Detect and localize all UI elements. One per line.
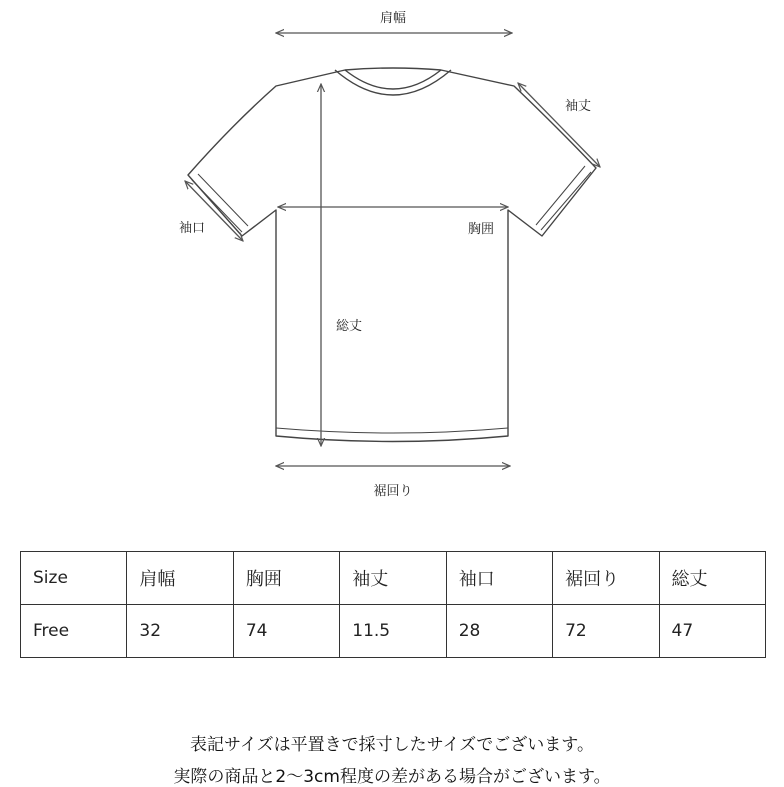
sleeve-length-label: 袖丈 — [564, 99, 592, 114]
sleeve-opening-label: 袖口 — [178, 221, 206, 236]
header-cell-chest: 胸囲 — [233, 552, 339, 605]
note-line-2: 実際の商品と2〜3cm程度の差がある場合がございます。 — [173, 767, 611, 787]
header-cell-shoulder: 肩幅 — [127, 552, 233, 605]
cell-shoulder: 32 — [127, 605, 233, 658]
size-table — [20, 551, 766, 658]
shoulder-label: 肩幅 — [379, 11, 407, 26]
total-length-label: 総丈 — [335, 319, 363, 334]
table-row — [21, 605, 766, 658]
sleeve-length-dimension-line — [518, 83, 600, 167]
header-cell-total-length: 総丈 — [659, 552, 765, 605]
tshirt-outline — [188, 68, 596, 442]
header-cell-hem: 裾回り — [553, 552, 659, 605]
header-cell-sleeve-length: 袖丈 — [340, 552, 446, 605]
chest-label: 胸囲 — [467, 222, 495, 237]
cell-sleeve-length: 11.5 — [340, 605, 446, 658]
cell-hem: 72 — [553, 605, 659, 658]
cell-total-length: 47 — [659, 605, 765, 658]
note-line-1: 表記サイズは平置きで採寸したサイズでございます。 — [190, 735, 594, 755]
cell-size: Free — [21, 605, 127, 658]
header-cell-size: Size — [21, 552, 127, 605]
table-header-row — [21, 552, 766, 605]
hem-label: 裾回り — [373, 484, 413, 499]
cell-chest: 74 — [233, 605, 339, 658]
header-cell-sleeve-opening: 袖口 — [446, 552, 552, 605]
dimension-lines — [185, 33, 600, 466]
cell-sleeve-opening: 28 — [446, 605, 552, 658]
